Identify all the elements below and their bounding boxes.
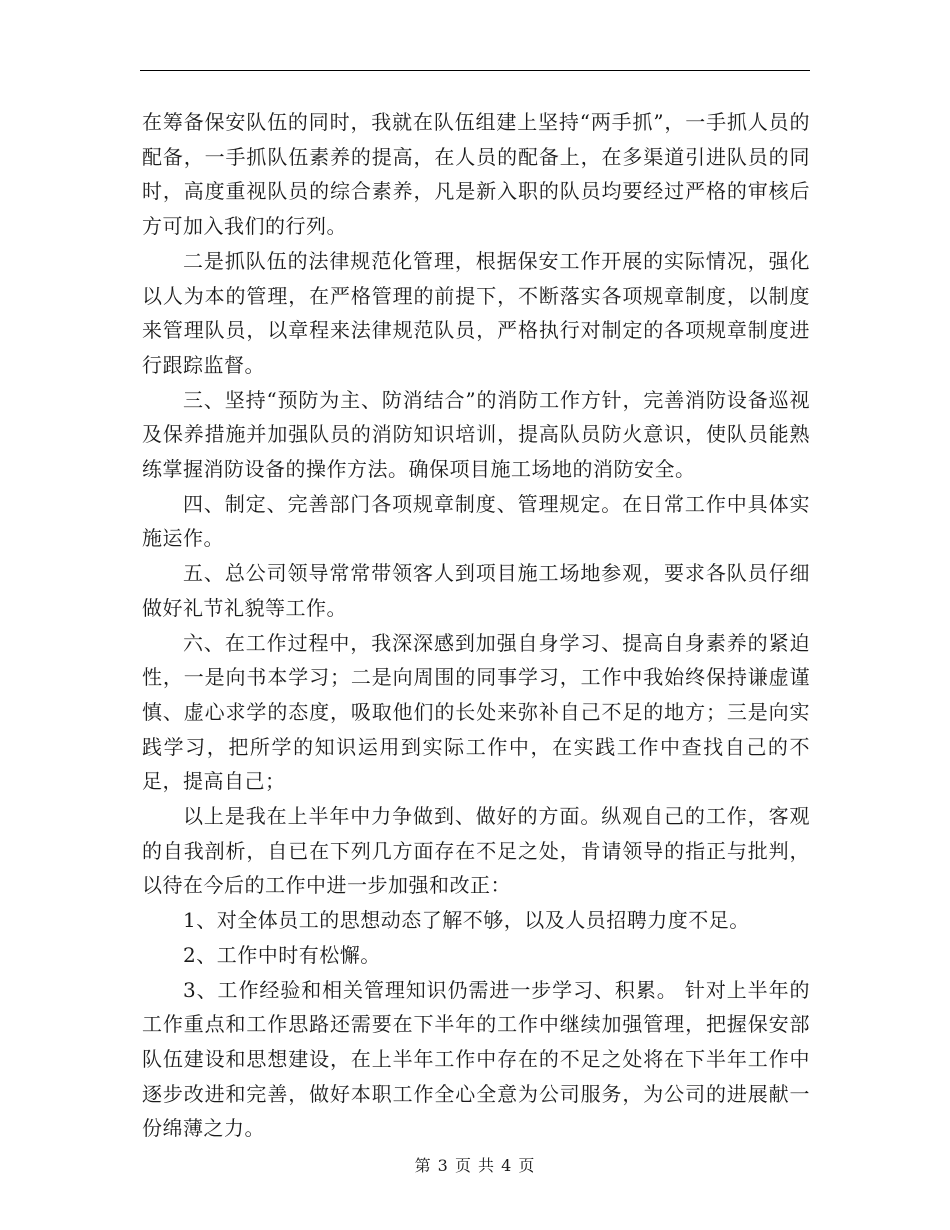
paragraph-4: 四、制定、完善部门各项规章制度、管理规定。在日常工作中具体实施运作。: [142, 491, 810, 551]
paragraph-8: 1、对全体员工的思想动态了解不够，以及人员招聘力度不足。: [183, 908, 750, 933]
paragraph-9: 2、工作中时有松懈。: [183, 942, 381, 967]
document-body: [142, 105, 810, 1146]
paragraph-1: 在筹备保安队伍的同时，我就在队伍组建上坚持“两手抓”，一手抓人员的配备，一手抓队伍素养的提高，在人员的配备上，在多渠道引进队员的同时，高度重视队员的综合素养，凡是新入职的队员均要经过严格的审核后方可加入我们的行列。: [142, 110, 810, 239]
page-number-footer: 第 3 页 共 4 页: [414, 1156, 536, 1175]
paragraph-6: 六、在工作过程中，我深深感到加强自身学习、提高自身素养的紧迫性，一是向书本学习；二是向周围的同事学习，工作中我始终保持谦虚谨慎、虚心求学的态度，吸取他们的长处来弥补自己不足的地方；三是向实践学习，把所学的知识运用到实际工作中，在实践工作中查找自己的不足，提高自己；: [142, 630, 810, 794]
paragraph-3: 三、坚持“预防为主、防消结合”的消防工作方针，完善消防设备巡视及保养措施并加强队员的消防知识培训，提高队员防火意识，使队员能熟练掌握消防设备的操作方法。确保项目施工场地的消防安全。: [142, 387, 810, 482]
paragraph-5: 五、总公司领导常常带领客人到项目施工场地参观，要求各队员仔细做好礼节礼貌等工作。: [142, 561, 810, 620]
paragraph-10: 3、工作经验和相关管理知识仍需进一步学习、积累。 针对上半年的工作重点和工作思路还需要在下半年的工作中继续加强管理，把握保安部队伍建设和思想建设，在上半年工作中存在的不足之处将在下半年工作中逐步改进和完善，做好本职工作全心全意为公司服务，为公司的进展献一份绵薄之力。: [142, 977, 810, 1141]
paragraph-2: 二是抓队伍的法律规范化管理，根据保安工作开展的实际情况，强化以人为本的管理，在严格管理的前提下，不断落实各项规章制度，以制度来管理队员，以章程来法律规范队员，严格执行对制定的各项规章制度进行跟踪监督。: [142, 248, 810, 377]
paragraph-7: 以上是我在上半年中力争做到、做好的方面。纵观自己的工作，客观的自我剖析，自已在下列几方面存在不足之处，肯请领导的指正与批判，以待在今后的工作中进一步加强和改正：: [142, 804, 810, 898]
header-rule: [140, 70, 810, 71]
